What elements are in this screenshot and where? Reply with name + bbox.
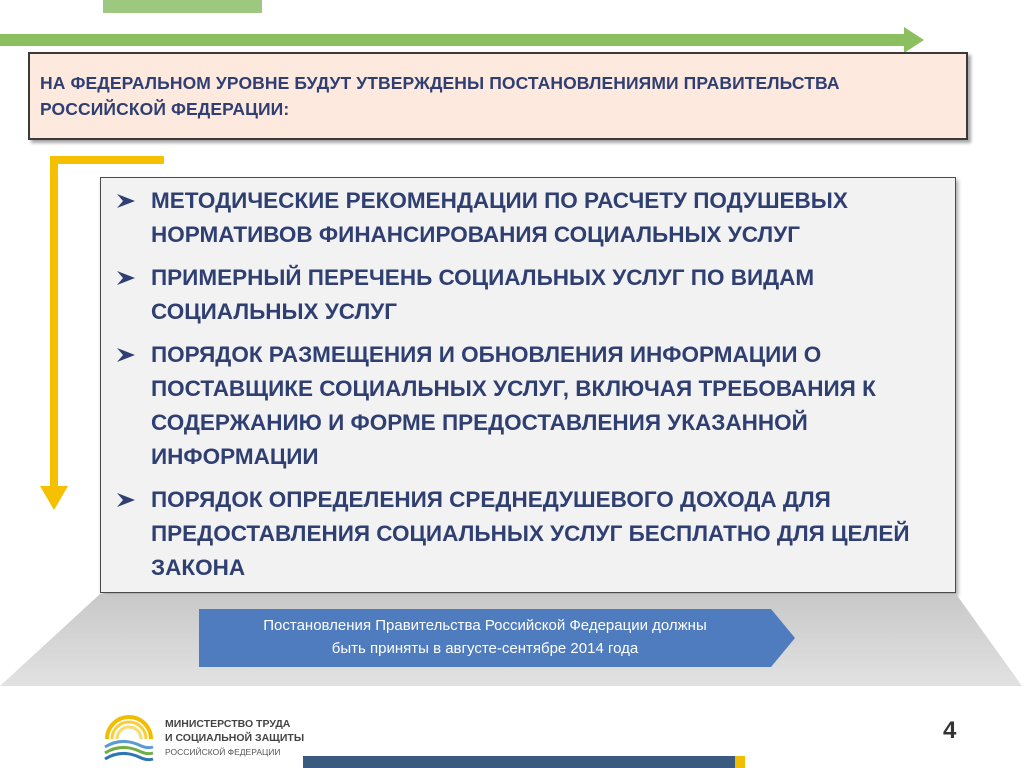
list-item-text: ПРИМЕРНЫЙ ПЕРЕЧЕНЬ СОЦИАЛЬНЫХ УСЛУГ ПО ВИДАМ СОЦИАЛЬНЫХ УСЛУГ [151, 265, 815, 324]
ministry-name-line2: И СОЦИАЛЬНОЙ ЗАЩИТЫ [165, 732, 305, 744]
top-green-tab [103, 0, 262, 13]
bottom-blue-bar [303, 756, 735, 768]
arrow-bullet-icon [115, 347, 137, 363]
list-item-text: ПОРЯДОК ОПРЕДЕЛЕНИЯ СРЕДНЕДУШЕВОГО ДОХОДА ДЛЯ ПРЕДОСТАВЛЕНИЯ СОЦИАЛЬНЫХ УСЛУГ БЕСПЛАТНО ДЛЯ ЦЕЛЕЙ ЗАКОНА [151, 487, 910, 580]
ministry-name [165, 717, 304, 759]
list-item [115, 483, 935, 585]
deadline-note [199, 612, 771, 662]
ministry-name-line3: РОССИЙСКОЙ ФЕДЕРАЦИИ [165, 747, 281, 757]
arrow-bullet-icon [115, 492, 137, 508]
deadline-note-line1: Постановления Правительства Российской Федерации должны [263, 617, 707, 634]
header-box [28, 52, 968, 140]
ministry-logo-icon [103, 713, 155, 763]
regulations-list-box [100, 177, 956, 593]
list-item-text: ПОРЯДОК РАЗМЕЩЕНИЯ И ОБНОВЛЕНИЯ ИНФОРМАЦИИ О ПОСТАВЩИКЕ СОЦИАЛЬНЫХ УСЛУГ, ВКЛЮЧАЯ ТРЕБОВАНИЯ К СОДЕРЖАНИЮ И ФОРМЕ ПРЕДОСТАВЛЕНИЯ УКАЗАННОЙ ИНФОРМАЦИИ [151, 342, 876, 469]
header-title: НА ФЕДЕРАЛЬНОМ УРОВНЕ БУДУТ УТВЕРЖДЕНЫ ПОСТАНОВЛЕНИЯМИ ПРАВИТЕЛЬСТВА РОССИЙСКОЙ ФЕДЕРАЦИИ: [40, 73, 840, 119]
page-number: 4 [943, 717, 957, 744]
ministry-name-line1: МИНИСТЕРСТВО ТРУДА [165, 718, 291, 730]
regulations-list [115, 184, 935, 585]
list-item-text: МЕТОДИЧЕСКИЕ РЕКОМЕНДАЦИИ ПО РАСЧЕТУ ПОДУШЕВЫХ НОРМАТИВОВ ФИНАНСИРОВАНИЯ СОЦИАЛЬНЫХ УСЛУГ [151, 188, 848, 247]
deadline-note-line2: быть приняты в августе-сентябре 2014 года [331, 640, 639, 657]
list-item [115, 261, 935, 329]
list-item [115, 184, 935, 252]
arrow-bullet-icon [115, 193, 137, 209]
bottom-yellow-accent [735, 756, 745, 768]
arrow-bullet-icon [115, 270, 137, 286]
list-item [115, 338, 935, 474]
